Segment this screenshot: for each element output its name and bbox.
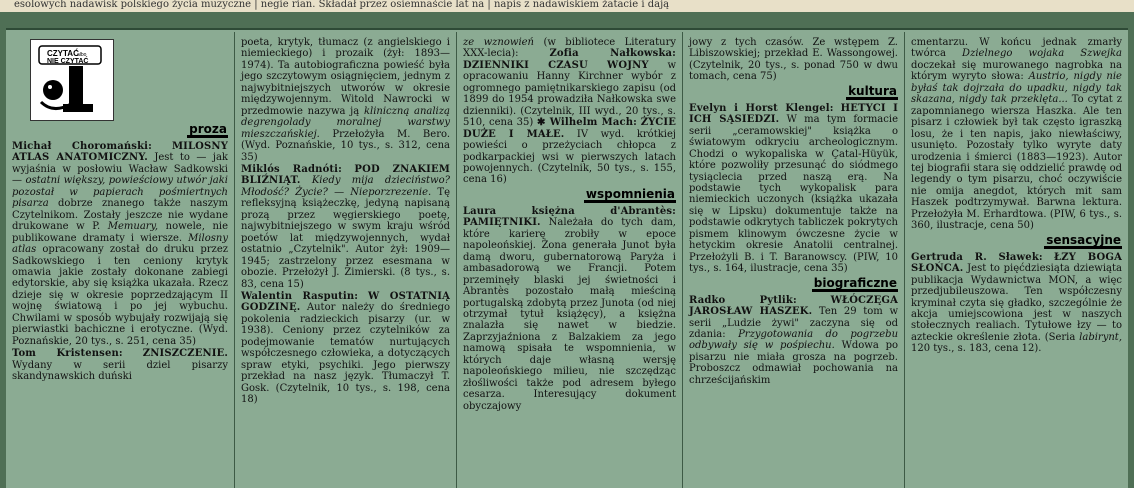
czytac-logo <box>30 39 114 121</box>
review-text: doczekał się murowanego nagrobka na którym wyryto słowa: <box>911 59 1122 83</box>
review-text: jowy z tych czasów. Ze wstępem Z. Libiszowskiej; przekład E. Wassongowej. (Czytelnik, 20 tys., s. ponad 750 w dwu tomach, cena 75) <box>689 37 898 83</box>
logo-line-1: CZYTAĆ <box>47 49 79 58</box>
review-pytlik-cont <box>911 37 1122 232</box>
review-text: IV wyd. krótkiej powieści o przeżyciach chłopca z podkarpackiej wsi w pierwszych latach powojennych. (Czytelnik, 50 tys., s. 155, cena 16) <box>463 128 676 186</box>
review-author: Zofia Nałkowska: <box>549 48 676 60</box>
review-author: Tom Kristensen: <box>12 348 123 360</box>
review-author: Evelyn i Horst Klengel: <box>689 102 834 114</box>
section-biograficzne: biograficzne <box>813 275 897 290</box>
review-text: Jest to — jak wyjaśnia w posłowiu Wacław Sadkowski — <box>12 152 228 187</box>
review-quote: Austrio, nigdy nie byłaś tak dojrzała do upadku, nigdy tak skazana, nigdy tak przeklęta... <box>911 71 1122 106</box>
review-kristensen <box>12 348 228 382</box>
review-author: ✱ Wilhelm Mach: <box>537 117 637 129</box>
review-text: Autor należy do średniego pokolenia radzieckich pisarzy (ur. w 1938). Ceniony przez czytelników za podejmowanie tematów nurtujących współczesnego człowieka, a dotyczących spraw etyki, psychiki. Jego pierwszy przekład na nasz język. Tłumaczył T. Gosk. (Czytelnik, 10 tys., s. 198, cena 18) <box>241 302 450 406</box>
review-choromanski <box>12 141 228 347</box>
column-1 <box>6 32 234 488</box>
review-text: To cytat z zapomnianego wiersza Haszka. Ale ten pisarz i człowiek był tak często igraszką losu, że i ten napis, jako niewłaściwy, usunięto. Pozostały tylko wyryte daty urodzenia i śmierci (1883—1923). Autor tej biografii stara się oddzielić prawdę od legendy o tym pisarzu, choć oczywiście nie omija anegdot, których mit sam Haszek podtrzymywał. Barwna lektura. Przełożyła M. Erhardtowa. (PIW, 6 tys., s. 360, ilustracje, cena 50) <box>911 94 1122 232</box>
review-text: Przełożyła M. Bero. (Wyd. Poznańskie, 10 tys., s. 312, cena 35) <box>241 128 450 163</box>
logo-line-2: albo <box>77 52 87 58</box>
review-text: (w bibliotece Literatury XXX-lecia): <box>463 37 676 60</box>
review-quote: Dzielnego wojaka Szwejka <box>962 48 1122 60</box>
review-text: Należała do tych dam, które karierę zrobiły w epoce napoleońskiej. Żona generała Junot była damą dworu, gubernatorową Paryża i ambasadorową we Francji. Potem przeminęły blaski jej świetności i Abrantès pozostało małą mieściną portugalską zdobytą przez Junota (od niej otrzymał tytuł książęcy), a księżna znalazła się nawet w biedzie. Zaprzyjaźniona z Balzakiem za jego namową spisała te wspomnienia, w których daje własną wersję napoleońskiego milieu, nie szczędząc złośliwości także pod adresem byłego cesarza. Interesujący dokument obyczajowy <box>463 217 676 412</box>
review-text: dobrze znanego także naszym Czytelnikom. Zostały jeszcze nie wydane drukowane w P. <box>12 198 228 233</box>
review-title: DZIENNIKI CZASU WOJNY <box>463 59 649 71</box>
review-title: W OSTATNIĄ GODZINĘ. <box>241 290 450 314</box>
review-text: w opracowaniu Hanny Kirchner wybór z ogromnego pamiętnikarskiego zapisu (od 1899 do 1954 prowadziła Nałkowska swe dzienniki). (Czytelnik, III wyd., 20 tys., s. 510, cena 35) <box>463 59 677 129</box>
review-text: Jest to pięćdziesiąta dziewiąta publikacja Wydawnictwa MON, a więc przedjubileuszowa. Ten współczesny kryminał czyta się gładko, szczególnie że akcja umiejscowiona jest w naszych stołecznych realiach. Tytułowe łzy — to azteckie określenie złota. (Seria <box>911 263 1122 343</box>
review-text: Tę refleksyjną książeczkę, jedyną napisaną prozą przez węgierskiego poetę, najwybitniejszego w swym kraju wśród poetów lat międzywojennych, wydał ostatnio „Czytelnik". Autor żył: 1909—1945; zastrzelony przez esesmana w obozie. Przełożył J. Zimierski. (8 tys., s. 83, cena 15) <box>241 186 450 290</box>
review-quote: ostatni większy, powieściowy utwór jaki pozostał w papierach pośmiertnych pisarza <box>12 175 228 210</box>
section-kultura: kultura <box>848 83 897 98</box>
review-title: HETYCI I ICH SĄSIEDZI. <box>689 102 898 126</box>
review-text: Wdowa po pisarzu nie miała grosza na pogrzeb. Proboszcz odmawiał pochowania na chrześcijańskim <box>689 340 899 386</box>
column-4 <box>682 32 904 488</box>
review-author: Laura księżna d'Abrantès: <box>463 205 676 217</box>
review-author: Gertruda R. Sławek: <box>911 251 1043 263</box>
review-title: MILOSNY ATLAS ANATOMICZNY. <box>12 141 228 164</box>
logo-line-3: NIE CZYTAĆ <box>47 58 89 65</box>
review-quote: kliniczną analizą degrengolady moralnej warstwy mieszczańskiej. <box>241 105 450 140</box>
review-pytlik <box>689 295 898 387</box>
review-quote: Memuary, <box>107 221 159 233</box>
review-author: Walentin Rasputin: <box>241 290 359 302</box>
review-quote: labirynt, <box>1079 331 1122 343</box>
review-title: PAMIĘTNIKI. <box>463 217 541 229</box>
review-text: Ten 29 tom w serii „Ludzie żywi" zaczyna się od zdania: <box>689 306 899 340</box>
review-title: ZNISZCZENIE. <box>142 348 228 360</box>
review-text: W ma tym formacie serii „ceramowskiej" książka o światowym odkryciu archeologicznym. Chodzi o wykopaliska w Çatal-Hüyük, które pozwoliły przesunąć do siódmego tysiąclecia przed naszą erą. Na podstawie tych wykopalisk para niemieckich uczonych (książka ukazała się w Lipsku) dokumentuje także na podstawie odkrytych tabliczek pokrytych pismem klinowym ówczesne życie w hetyckim okresie Anatolii centralnej. Przełożyli B. i T. Baranowscy. (PIW, 10 tys., s. 164, ilustracje, cena 35) <box>689 114 898 275</box>
review-title: ŁZY BOGA SŁOŃCA. <box>911 251 1122 275</box>
review-quote: Przygotowania do pogrzebu odbywały się w pośpiechu. <box>689 328 899 352</box>
book-review-board <box>6 28 1128 488</box>
review-quote: Kiedy mija dzieciństwo? Młodość? Życie? — Nieporzrezenie. <box>241 175 450 198</box>
section-sensacyjne: sensacyjne <box>1046 232 1121 247</box>
review-text: opracowany został do druku przez Sadkowskiego i ten ceniony krytyk omawia jakie zostały dokonane zabiegi edytorskie, aby się książka ukazała. Rzecz dzieje się w okresie poprzedzającym II wojnę światową i po jej wybuchu. Chwilami w sposób wybujały rozwijają się pierwiastki bachiczne i erotyczne. (Wyd. Poznańskie, 20 tys., s. 251, cena 35) <box>12 244 229 347</box>
review-rasputin <box>241 291 450 406</box>
review-kristensen-cont <box>241 37 450 163</box>
review-author: Miklós Radnóti: <box>241 163 342 175</box>
review-author: Radko Pytlik: <box>689 294 797 306</box>
reading-figure-icon <box>31 40 113 120</box>
review-klengel <box>689 103 898 275</box>
section-proza: proza <box>189 122 227 136</box>
review-text: poeta, krytyk, tłumacz (z angielskiego i niemieckiego) i prozaik (żył: 1893—1974). Ta autobiograficzna powieść była jego szczytowym osiągnięciem, jednym z najwybitniejszych utworów w okresie międzywojennym. Witold Nawrocki w przedmowie nazywa ją <box>241 37 450 117</box>
review-text: nowele, nie publikowane dramaty i wiersze. <box>12 221 228 244</box>
review-radnoti <box>241 164 450 290</box>
previous-page-strip <box>0 0 1134 12</box>
review-title: POD ZNAKIEM BLIŹNIĄT. <box>241 163 450 187</box>
review-text: cmentarzu. W końcu jednak zmarły twórca <box>911 37 1122 60</box>
review-quote: ze wznowień <box>463 37 535 48</box>
review-abrantes <box>463 206 676 412</box>
previous-page-text: esolowych nadawisk polskiego życia muzyczne | negie rian. Składał przez osiemnaście lat na | napis z nadawiskiem żatacie i dają <box>14 0 670 10</box>
review-abrantes-cont <box>689 37 898 83</box>
review-title: ŻYCIE DUŻE I MAŁE. <box>463 117 676 140</box>
review-slawek <box>911 252 1122 355</box>
review-text: Wydany w serii dziel pisarzy skandynawskich duński <box>12 359 228 383</box>
section-wspomnienia: wspomnienia <box>585 186 675 201</box>
column-2 <box>234 32 456 488</box>
review-text: 120 tys., s. 183, cena 12). <box>911 343 1042 355</box>
column-3 <box>456 32 682 488</box>
column-5 <box>904 32 1128 488</box>
review-nalkowska <box>463 37 676 186</box>
review-title: WŁÓCZĘGA JAROSŁAW HASZEK. <box>689 294 898 318</box>
review-quote: Milosny atlas <box>12 232 228 256</box>
review-author: Michał Choromański: <box>12 141 152 152</box>
